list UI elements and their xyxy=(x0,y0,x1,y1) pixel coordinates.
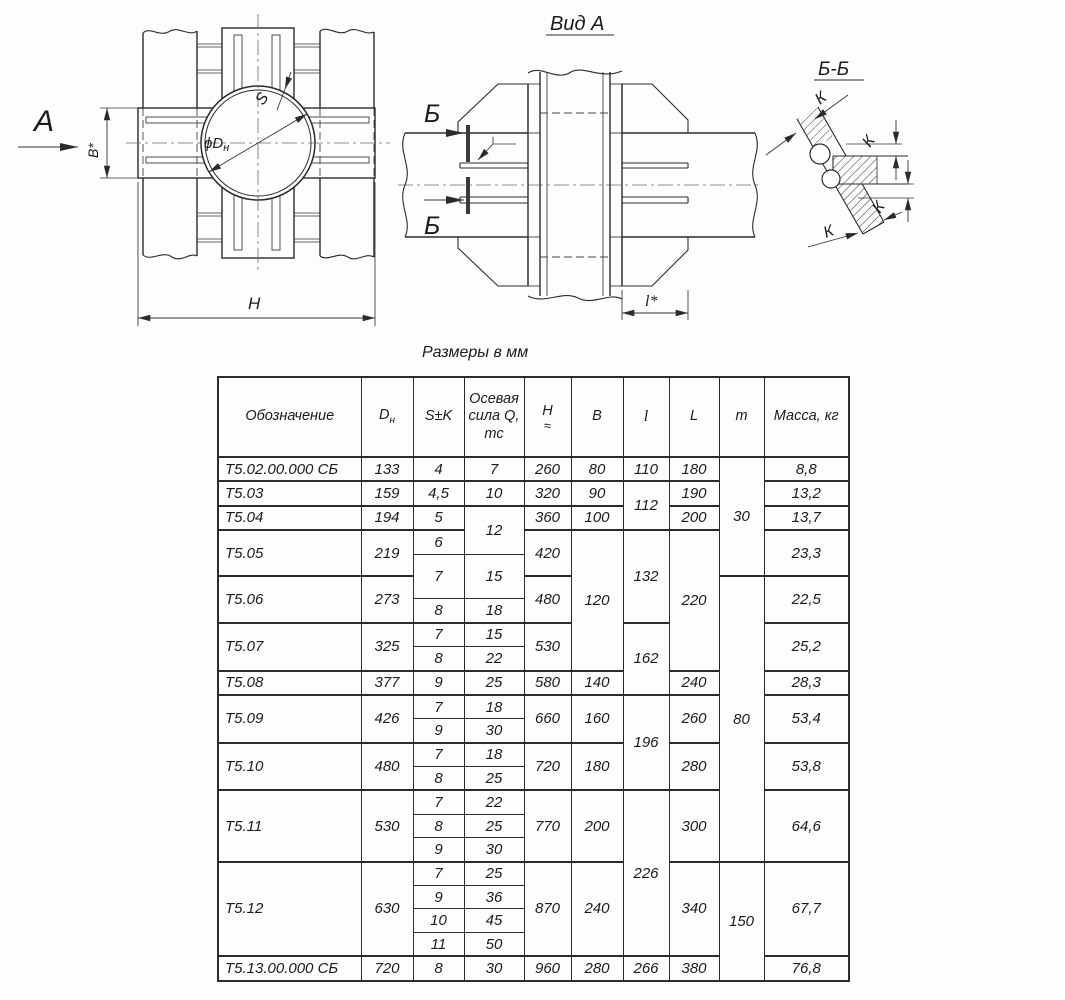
cell-m: 150 xyxy=(719,862,764,981)
cell-sk: 8 xyxy=(413,767,464,791)
cell-h: 260 xyxy=(524,457,571,481)
view-a xyxy=(398,13,762,320)
cell-h: 960 xyxy=(524,956,571,980)
col-header-l-big: L xyxy=(669,377,719,457)
cell-dn: 630 xyxy=(361,862,413,957)
cell-L: 190 xyxy=(669,481,719,505)
cell-dn: 530 xyxy=(361,790,413,861)
cell-q: 30 xyxy=(464,956,524,980)
cell-h: 480 xyxy=(524,576,571,622)
cell-dn: 219 xyxy=(361,530,413,576)
cell-b: 90 xyxy=(571,481,623,505)
cell-b: 200 xyxy=(571,790,623,861)
cell-mass: 67,7 xyxy=(764,862,849,957)
cell-q: 18 xyxy=(464,695,524,719)
cell-sk: 4,5 xyxy=(413,481,464,505)
header-row xyxy=(218,377,849,457)
cell-m: 80 xyxy=(719,576,764,861)
table-title: Размеры в мм xyxy=(422,344,529,361)
cell-sk: 4 xyxy=(413,457,464,481)
cell-designation: Т5.11 xyxy=(218,790,361,861)
cell-designation: Т5.10 xyxy=(218,743,361,791)
diameter-label: $\phi D_н$ xyxy=(204,135,230,154)
cell-sk: 10 xyxy=(413,909,464,932)
col-header-m: m xyxy=(719,377,764,457)
cell-dn: 377 xyxy=(361,671,413,695)
cell-b: 160 xyxy=(571,695,623,743)
cell-q: 30 xyxy=(464,719,524,743)
cell-designation: Т5.03 xyxy=(218,481,361,505)
cell-sk: 7 xyxy=(413,695,464,719)
cell-L: 180 xyxy=(669,457,719,481)
cell-h: 870 xyxy=(524,862,571,957)
cell-sk: 7 xyxy=(413,862,464,886)
view-direction-label: А xyxy=(34,105,55,138)
cell-L: 240 xyxy=(669,671,719,695)
cell-designation: Т5.04 xyxy=(218,506,361,530)
cell-sk: 8 xyxy=(413,647,464,671)
h-dim-label: H xyxy=(248,294,261,313)
cell-sk: 6 xyxy=(413,530,464,554)
cell-dn: 194 xyxy=(361,506,413,530)
cell-sk: 8 xyxy=(413,599,464,623)
cell-q: 18 xyxy=(464,743,524,767)
cell-q: 45 xyxy=(464,909,524,932)
cell-sk: 7 xyxy=(413,743,464,767)
cell-L: 340 xyxy=(669,862,719,957)
cell-dn: 720 xyxy=(361,956,413,980)
cell-dn: 273 xyxy=(361,576,413,622)
cell-q: 22 xyxy=(464,647,524,671)
cell-b: 240 xyxy=(571,862,623,957)
table-row xyxy=(218,576,849,598)
cell-l: 162 xyxy=(623,623,669,695)
cell-dn: 325 xyxy=(361,623,413,671)
cell-sk: 7 xyxy=(413,554,464,599)
cell-h: 420 xyxy=(524,530,571,576)
cell-l: 266 xyxy=(623,956,669,980)
cell-b: 280 xyxy=(571,956,623,980)
cell-h: 580 xyxy=(524,671,571,695)
section-label-b-top: Б xyxy=(424,100,441,128)
cell-dn: 426 xyxy=(361,695,413,743)
section-bb-title: Б-Б xyxy=(818,59,850,80)
cell-b: 180 xyxy=(571,743,623,791)
k-label-bottom: К xyxy=(821,222,837,242)
cell-dn: 480 xyxy=(361,743,413,791)
cell-q: 15 xyxy=(464,554,524,599)
cell-q: 22 xyxy=(464,790,524,814)
col-header-l-small: l xyxy=(623,377,669,457)
cell-L: 200 xyxy=(669,506,719,530)
cell-b: 120 xyxy=(571,530,623,670)
cell-mass: 53,4 xyxy=(764,695,849,743)
cell-designation: Т5.12 xyxy=(218,862,361,957)
cell-h: 530 xyxy=(524,623,571,671)
cell-q: 50 xyxy=(464,932,524,956)
cell-sk: 7 xyxy=(413,623,464,647)
cell-L: 220 xyxy=(669,530,719,670)
cell-dn: 133 xyxy=(361,457,413,481)
b-star-label: B* xyxy=(85,143,101,158)
col-header-mass: Масса, кг xyxy=(764,377,849,457)
table-row xyxy=(218,862,849,886)
cell-mass: 25,2 xyxy=(764,623,849,671)
cell-h: 360 xyxy=(524,506,571,530)
wall-thickness-label: S xyxy=(252,89,273,109)
cell-L: 380 xyxy=(669,956,719,980)
cell-q: 30 xyxy=(464,838,524,862)
cell-b: 100 xyxy=(571,506,623,530)
cell-mass: 53,8 xyxy=(764,743,849,791)
section-label-b-bottom: Б xyxy=(424,212,441,240)
cell-sk: 9 xyxy=(413,886,464,909)
cell-dn: 159 xyxy=(361,481,413,505)
cell-mass: 8,8 xyxy=(764,457,849,481)
k-label-right-lower: К xyxy=(869,198,889,217)
engineering-drawing xyxy=(0,0,1065,345)
cell-l: 132 xyxy=(623,530,669,623)
cell-mass: 13,7 xyxy=(764,506,849,530)
k-label-right-upper: К xyxy=(859,132,879,151)
cell-designation: Т5.02.00.000 СБ xyxy=(218,457,361,481)
cell-mass: 23,3 xyxy=(764,530,849,576)
cell-mass: 76,8 xyxy=(764,956,849,980)
cell-l: 196 xyxy=(623,695,669,791)
k-label-top: К xyxy=(811,88,830,109)
table-row xyxy=(218,457,849,481)
cell-mass: 64,6 xyxy=(764,790,849,861)
cell-sk: 9 xyxy=(413,671,464,695)
cell-designation: Т5.08 xyxy=(218,671,361,695)
l-star-label: l* xyxy=(645,293,658,310)
cell-q: 15 xyxy=(464,623,524,647)
cell-mass: 13,2 xyxy=(764,481,849,505)
cell-h: 770 xyxy=(524,790,571,861)
cell-L: 260 xyxy=(669,695,719,743)
cell-h: 660 xyxy=(524,695,571,743)
cell-mass: 28,3 xyxy=(764,671,849,695)
cell-q: 25 xyxy=(464,671,524,695)
cell-sk: 8 xyxy=(413,956,464,980)
cell-sk: 11 xyxy=(413,932,464,956)
cell-b: 80 xyxy=(571,457,623,481)
cell-b: 140 xyxy=(571,671,623,695)
cell-q: 25 xyxy=(464,862,524,886)
cell-q: 7 xyxy=(464,457,524,481)
col-header-h: H ≈ xyxy=(524,377,571,457)
cell-mass: 22,5 xyxy=(764,576,849,622)
col-header-designation: Обозначение xyxy=(218,377,361,457)
cell-L: 300 xyxy=(669,790,719,861)
cell-l: 110 xyxy=(623,457,669,481)
cell-h: 320 xyxy=(524,481,571,505)
cell-h: 720 xyxy=(524,743,571,791)
dimension-table xyxy=(217,376,850,982)
cell-q: 18 xyxy=(464,599,524,623)
cell-designation: Т5.05 xyxy=(218,530,361,576)
cell-q: 10 xyxy=(464,481,524,505)
cell-designation: Т5.13.00.000 СБ xyxy=(218,956,361,980)
cell-sk: 7 xyxy=(413,790,464,814)
dimension-table-body xyxy=(218,457,849,981)
view-a-title: Вид А xyxy=(550,13,605,35)
col-header-q: Осевая сила Q, тс xyxy=(464,377,524,457)
cell-sk: 9 xyxy=(413,719,464,743)
col-header-dn: $D_н$ xyxy=(361,377,413,457)
cell-L: 280 xyxy=(669,743,719,791)
cell-l: 226 xyxy=(623,790,669,956)
cell-sk: 5 xyxy=(413,506,464,530)
cell-m: 30 xyxy=(719,457,764,576)
cell-l: 112 xyxy=(623,481,669,530)
cell-q: 25 xyxy=(464,814,524,837)
cell-designation: Т5.07 xyxy=(218,623,361,671)
cell-q: 25 xyxy=(464,767,524,791)
section-bb xyxy=(766,59,914,247)
cell-sk: 9 xyxy=(413,838,464,862)
cell-designation: Т5.06 xyxy=(218,576,361,622)
col-header-sk: S±K xyxy=(413,377,464,457)
front-view xyxy=(18,14,390,326)
cell-q: 12 xyxy=(464,506,524,554)
cell-sk: 8 xyxy=(413,814,464,837)
cell-designation: Т5.09 xyxy=(218,695,361,743)
col-header-b: B xyxy=(571,377,623,457)
cell-q: 36 xyxy=(464,886,524,909)
